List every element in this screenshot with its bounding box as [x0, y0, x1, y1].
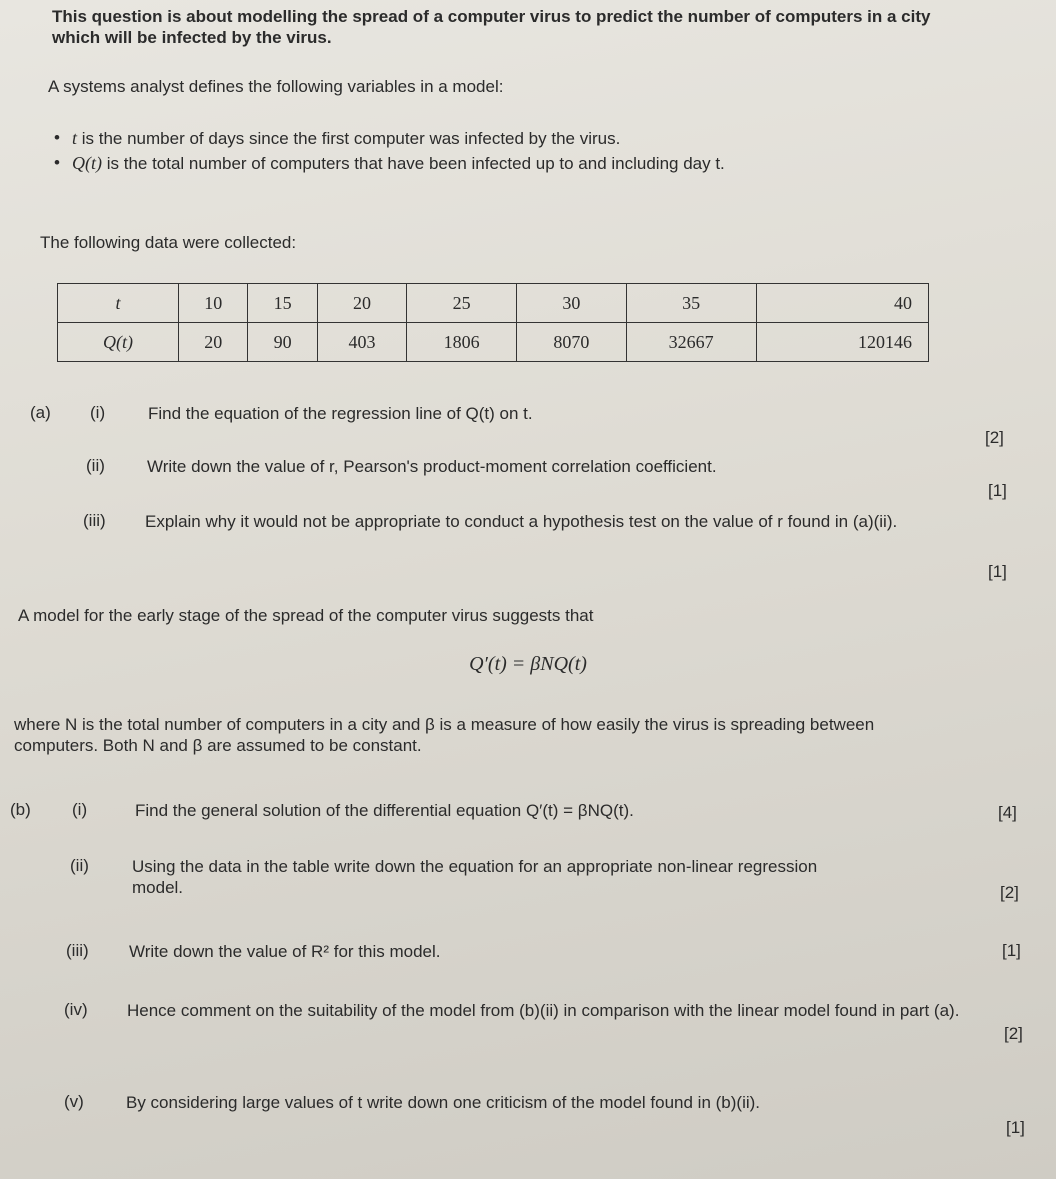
- part-a-ii-text: Write down the value of r, Pearson's product-moment correlation coefficient.: [147, 457, 717, 476]
- part-b-ii-number: (ii): [70, 856, 89, 875]
- part-b-iv-text: Hence comment on the suitability of the model from (b)(ii) in comparison with the linear model found in part (a).: [127, 1001, 960, 1020]
- part-b-iii-text: Write down the value of R² for this model.: [129, 942, 441, 961]
- part-a-ii-number: (ii): [86, 456, 105, 475]
- table-cell: 25: [407, 284, 517, 323]
- table-header-cell: Q(t): [58, 323, 179, 362]
- part-a-label: (a): [30, 403, 51, 422]
- part-b-v-number: (v): [64, 1092, 84, 1111]
- differential-equation: Q′(t) = βNQ(t): [469, 653, 587, 675]
- part-b-iii-mark: [1]: [1002, 941, 1021, 960]
- part-b-iv-mark: [2]: [1004, 1024, 1023, 1043]
- intro-text: This question is about modelling the spread of a computer virus to predict the number of computers in a city which will be infected by the virus.: [52, 7, 931, 47]
- collected-text: The following data were collected:: [40, 233, 297, 252]
- part-a-i-mark: [2]: [985, 428, 1004, 447]
- table-cell: 20: [317, 284, 407, 323]
- part-a-iii-number: (iii): [83, 511, 106, 530]
- data-table: [57, 283, 929, 362]
- bullet-q-symbol: Q(t): [72, 153, 102, 173]
- analyst-text: A systems analyst defines the following variables in a model:: [48, 77, 504, 96]
- table-row: [58, 284, 929, 323]
- part-b-ii-text: Using the data in the table write down the equation for an appropriate non-linear regression model.: [132, 857, 818, 897]
- table-cell: 8070: [517, 323, 627, 362]
- table-cell: 1806: [407, 323, 517, 362]
- part-a-iii-text: Explain why it would not be appropriate to conduct a hypothesis test on the value of r found in (a)(ii).: [145, 512, 898, 531]
- part-a-iii-mark: [1]: [988, 562, 1007, 581]
- table-cell: 10: [179, 284, 248, 323]
- part-b-iii-number: (iii): [66, 941, 89, 960]
- bullet-q: [52, 153, 812, 174]
- part-b-i-text: Find the general solution of the differential equation Q′(t) = βNQ(t).: [135, 801, 634, 820]
- table-header-cell: t: [58, 284, 179, 323]
- bullet-t-text: is the number of days since the first computer was infected by the virus.: [77, 129, 621, 148]
- table-cell: 15: [248, 284, 317, 323]
- bullet-t: [52, 128, 812, 149]
- table-cell: 120146: [756, 323, 928, 362]
- table-cell: 403: [317, 323, 407, 362]
- part-b-v-mark: [1]: [1006, 1118, 1025, 1137]
- table-cell: 20: [179, 323, 248, 362]
- model-intro-text: A model for the early stage of the spread of the computer virus suggests that: [18, 606, 594, 625]
- bullet-q-text: is the total number of computers that have been infected up to and including day t.: [102, 154, 725, 173]
- where-text: where N is the total number of computers in a city and β is a measure of how easily the virus is spreading between computers. Both N and β are assumed to be constant.: [14, 715, 875, 755]
- table-cell: 40: [756, 284, 928, 323]
- part-b-i-number: (i): [72, 800, 88, 819]
- part-b-v-text: By considering large values of t write down one criticism of the model found in (b)(ii).: [126, 1093, 761, 1112]
- variable-list: [52, 128, 812, 178]
- part-a-i-text: Find the equation of the regression line of Q(t) on t.: [148, 404, 533, 423]
- table-cell: 90: [248, 323, 317, 362]
- part-b-i-mark: [4]: [998, 803, 1017, 822]
- part-b-label: (b): [10, 800, 31, 819]
- table-cell: 30: [517, 284, 627, 323]
- table-cell: 35: [626, 284, 756, 323]
- part-a-ii-mark: [1]: [988, 481, 1007, 500]
- part-b-ii-mark: [2]: [1000, 883, 1019, 902]
- bullet-t-symbol: t: [72, 128, 78, 148]
- table-row: [58, 323, 929, 362]
- part-a-i-number: (i): [90, 403, 106, 422]
- table-cell: 32667: [626, 323, 756, 362]
- part-b-iv-number: (iv): [64, 1000, 88, 1019]
